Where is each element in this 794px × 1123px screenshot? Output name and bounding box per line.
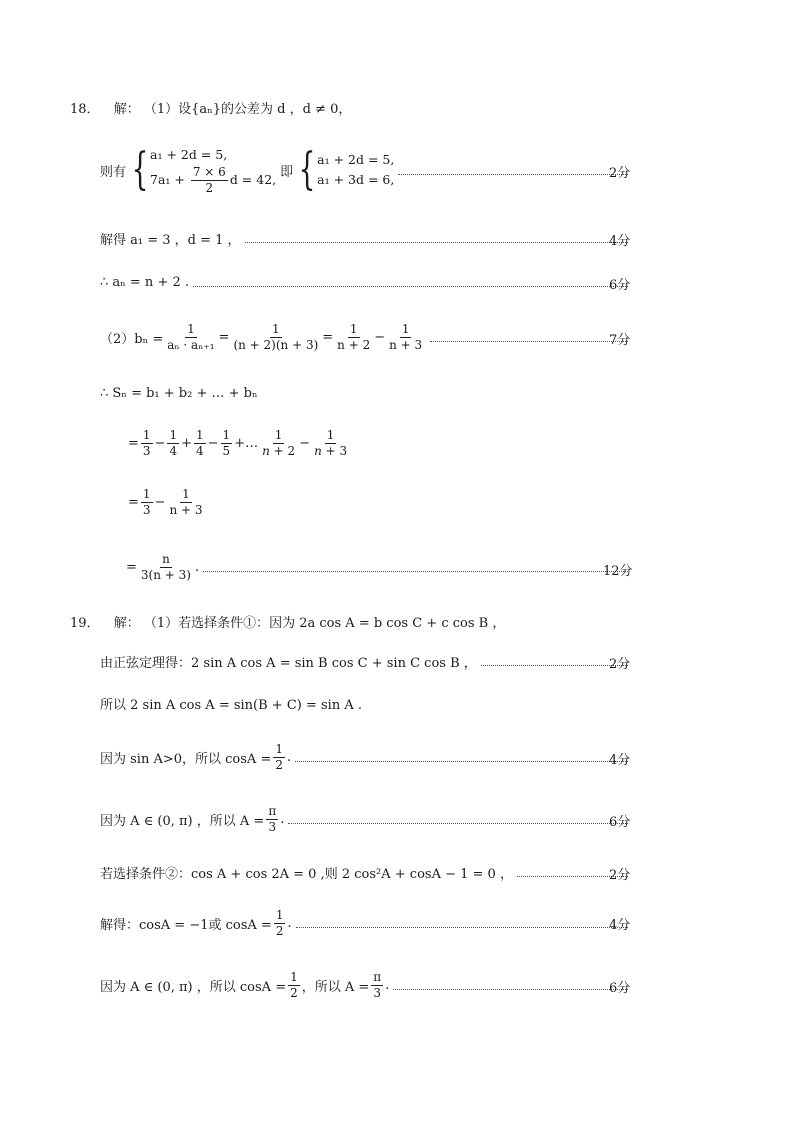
score-6: 6分: [609, 278, 631, 293]
score-4: 4分: [609, 234, 631, 249]
q18-an-row: [100, 272, 632, 292]
brace-icon: {: [298, 144, 316, 195]
system-1-line1: a₁ + 2d = 5,: [150, 146, 228, 162]
q19-line7-row: 解得：cosA = −1或 cosA = $\frac{1}{2}$ .: [100, 904, 632, 942]
score-4b: 4分: [609, 918, 631, 933]
sn-line: ∴ Sₙ = b₁ + b₂ + … + bₙ: [100, 386, 258, 401]
q18-system-row: [100, 140, 632, 200]
q19-line8-row: 因为 A ∈ (0, π) ，所以 cosA = $\frac{1}{2}$ ，所以 A = $\frac{\pi}{3}$ .: [100, 966, 632, 1004]
score-2: 2分: [609, 657, 631, 672]
dot-leader: [296, 927, 628, 928]
fraction: $\frac{\pi}{3}$: [373, 969, 382, 1000]
system-2: [293, 144, 395, 195]
fraction: $\frac{1}{\text{aₙ · aₙ₊₁}}$: [167, 321, 215, 352]
sum-result: = $\frac{1}{3}$ − $\frac{1}{n + 3}$: [128, 487, 203, 517]
fraction: $\frac{1}{n + 3}$: [169, 487, 203, 517]
fraction: $\frac{1}{(n + 2)(n + 3)}$: [233, 321, 319, 352]
q18-label: 18．: [70, 102, 100, 117]
solve-text: 解得 a₁ = 3 ，d = 1 ，: [100, 232, 241, 248]
score-7: 7分: [609, 333, 631, 348]
dot-leader: [203, 571, 628, 572]
q19-label: 19．: [70, 616, 100, 631]
dot-leader: [393, 989, 628, 990]
dot-leader: [245, 242, 628, 243]
q19-line4-row: 因为 sin A>0，所以 cosA = $\frac{1}{2}$ .: [100, 738, 632, 776]
dot-leader: [481, 665, 628, 666]
part2-label: （2）bₙ =: [100, 331, 164, 347]
system-1-line2: 7a₁ + $\frac{7 \times 6}{2}$ d = 42,: [150, 164, 277, 195]
dot-leader: [295, 761, 628, 762]
final-row: = $\frac{n}{3(n + 3)}$ .: [126, 548, 632, 586]
system-2-line2: a₁ + 3d = 6,: [317, 172, 395, 187]
fraction: $\frac{1}{3}$: [142, 487, 151, 517]
fraction: $\frac{\pi}{3}$: [268, 803, 277, 834]
system-2-line1: a₁ + 2d = 5,: [317, 152, 395, 167]
dot-leader: [398, 174, 628, 175]
brace-icon: {: [131, 144, 149, 195]
score-2b: 2分: [609, 868, 631, 883]
q18-line1: （1）设{aₙ}的公差为 d ，d ≠ 0，: [143, 102, 352, 117]
q19-line5-row: 因为 A ∈ (0, π) ，所以 A = $\frac{\pi}{3}$ .: [100, 800, 632, 838]
then-have-label: 则有: [100, 164, 127, 180]
fraction: $\frac{1}{2}$: [275, 907, 284, 938]
q18-jie: 解：: [113, 102, 140, 117]
score-2: 2分: [609, 166, 631, 181]
fraction: $\frac{n}{3(n + 3)}$: [140, 551, 191, 582]
score-4: 4分: [609, 753, 631, 768]
fraction: $\frac{1}{n + 3}$: [389, 321, 423, 352]
q19-line1: （1）若选择条件①：因为 2a cos A = b cos C + c cos B ，: [143, 616, 506, 631]
q18-heading: [70, 98, 351, 117]
dot-leader: [430, 341, 628, 342]
score-6: 6分: [609, 815, 631, 830]
an-text: ∴ aₙ = n + 2 .: [100, 274, 190, 290]
fraction: $\frac{1}{2}$: [275, 741, 283, 772]
fraction: $\frac{1}{n + 2}$: [337, 321, 371, 352]
q19-line2-row: [100, 651, 632, 671]
q19-jie: 解：: [113, 616, 140, 631]
dot-leader: [193, 286, 628, 287]
ji-label: 即: [280, 164, 294, 180]
q19-heading: [70, 612, 505, 631]
q18-part2-row: （2）bₙ = $\frac{1}{\text{aₙ · aₙ₊₁}}$ = $\frac{1}{(n + 2)(n + 3)}$ = $\frac{1}{n + 2}$ − $\frac{1}{n + 3}$: [100, 318, 632, 356]
q19-line6-row: 若选择条件②：cos A + cos 2A = 0 ,则 2 cos²A + cosA − 1 = 0 ，: [100, 862, 632, 882]
score-6b: 6分: [609, 981, 631, 996]
q18-solve-row: [100, 228, 632, 248]
score-12: 12分: [603, 564, 633, 579]
dot-leader: [288, 823, 628, 824]
fraction: $\frac{1}{2}$: [290, 969, 298, 1000]
q19-line2: 由正弦定理得：2 sin A cos A = sin B cos C + sin C cos B ，: [100, 655, 477, 671]
q19-line3: 所以 2 sin A cos A = sin(B + C) = sin A .: [100, 698, 362, 713]
system-1: [126, 145, 276, 196]
sum-expansion: = $\frac{1}{3}$ − $\frac{1}{4}$ + $\frac{1}{4}$ − $\frac{1}{5}$ +… $\frac{1}{n + 2}$ − $\frac{1}{n + 3}$: [128, 428, 348, 458]
